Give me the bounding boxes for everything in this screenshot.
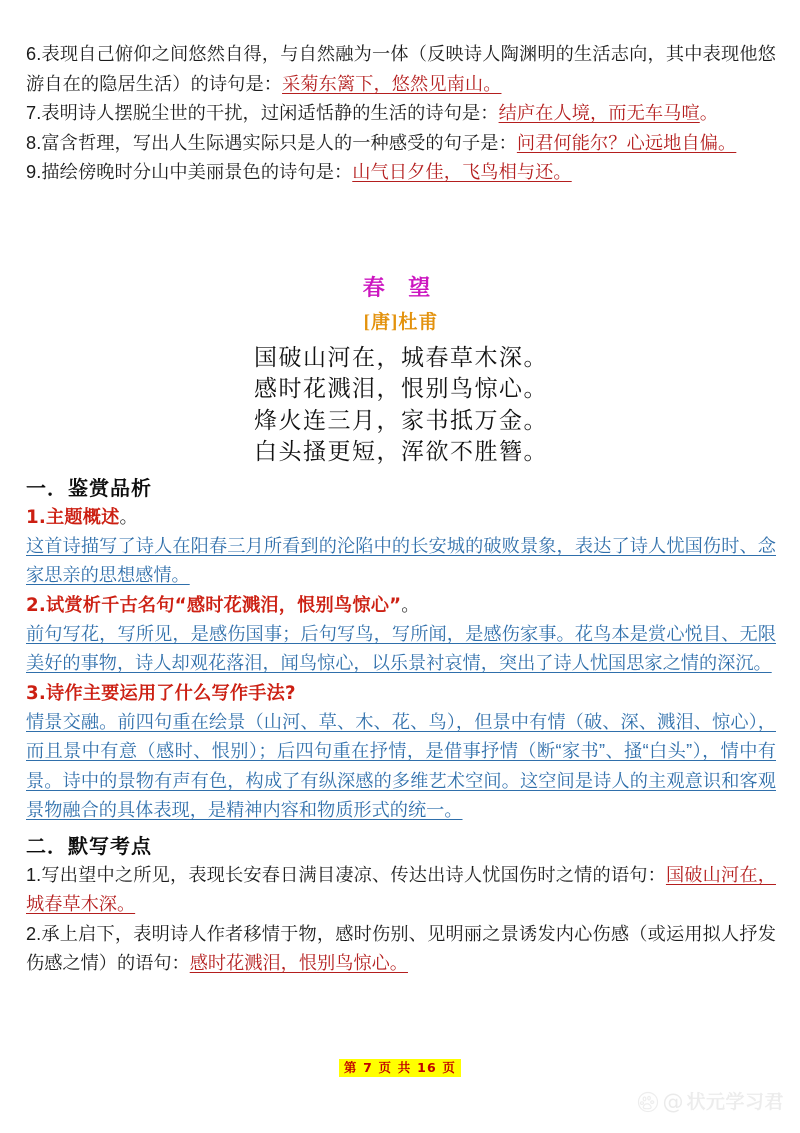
question-number: 6. [26, 44, 42, 64]
dictation-item [26, 861, 776, 920]
question-item [26, 129, 776, 159]
poem-line: 国破山河在，城春草木深。 [254, 344, 548, 370]
sub-answer-text: 情景交融。前四句重在绘景（山河、草、木、花、鸟），但景中有情（破、深、溅泪、惊心），而且景中有意（感时、恨别）；后四句重在抒情，是借事抒情（断“家书”、搔“白头”），情中有景。诗中的景物有声有色，构成了有纵深感的多维艺术空间。这空间是诗人的主观意识和客观景物融合的具体表现，是精神内容和物质形式的统一。 [26, 711, 776, 820]
poem-author: [唐]杜甫 [363, 311, 439, 333]
sub-question-heading [26, 591, 776, 620]
question-number: 7. [26, 103, 42, 123]
question-answer: 问君何能尔？心远地自偏。 [516, 132, 737, 153]
question-prompt: 表现自己俯仰之间悠然自得，与自然融为一体（反映诗人陶渊明的生活志向，其中表现他悠游自在的隐居生活）的诗句是： [26, 44, 776, 94]
question-item [26, 40, 776, 99]
poem-line: 感时花溅泪，恨别鸟惊心。 [254, 376, 548, 401]
baidu-paw-icon [637, 1091, 659, 1113]
dictation-answer: 国破山河在，城春草木深。 [26, 864, 776, 914]
sub-question-text: 3.诗作主要运用了什么写作手法? [26, 682, 296, 704]
sub-question-heading [26, 503, 776, 532]
section-heading: 一．鉴赏品析 [26, 475, 152, 500]
question-answer: 采菊东篱下，悠然见南山。 [282, 73, 502, 94]
question-prompt: 表明诗人摆脱尘世的干扰，过闲适恬静的生活的诗句是： [41, 103, 499, 123]
question-answer: 结庐在人境，而无车马喧 [498, 103, 700, 123]
page-footer [0, 1059, 800, 1077]
dictation-number: 2. [26, 923, 42, 944]
sub-question-text: 2.试赏析千古名句“感时花溅泪，恨别鸟惊心” [26, 594, 402, 616]
section-heading: 二．默写考点 [26, 833, 152, 858]
poem-line: 白头搔更短，浑欲不胜簪。 [254, 439, 548, 464]
sub-question-period: 。 [401, 594, 420, 616]
dictation-answer: 感时花溅泪，恨别鸟惊心。 [189, 953, 408, 973]
sub-question-period: 。 [119, 506, 138, 528]
at-symbol: @ [662, 1089, 684, 1114]
question-item [26, 99, 776, 129]
fill-in-questions-block [26, 40, 776, 188]
question-prompt: 富含哲理，写出人生际遇实际只是人的一种感受的句子是： [41, 132, 517, 153]
sub-answer-text: 前句写花，写所见，是感伤国事；后句写鸟，写所闻，是感伤家事。花鸟本是赏心悦目、无限美好的事物，诗人却观花落泪，闻鸟惊心，以乐景衬哀情，突出了诗人忧国思家之情的深沉。 [26, 623, 776, 673]
sub-question-text: 1.主题概述 [26, 506, 120, 528]
watermark [637, 1091, 784, 1113]
sub-answer-text: 这首诗描写了诗人在阳春三月所看到的沦陷中的长安城的破败景象，表达了诗人忧国伤时、念家思亲的思想感情。 [26, 535, 776, 585]
question-number: 8. [26, 132, 42, 153]
question-answer: 山气日夕佳，飞鸟相与还。 [352, 162, 572, 182]
watermark-text: 状元学习君 [686, 1090, 784, 1113]
poem-block [26, 272, 776, 468]
dictation-prompt: 写出望中之所见，表现长安春日满目凄凉、传达出诗人忧国伤时之情的语句： [41, 864, 666, 885]
question-item [26, 158, 776, 188]
dictation-number: 1. [26, 864, 42, 885]
question-number: 9. [26, 162, 42, 182]
poem-title: 春 望 [362, 274, 440, 300]
question-prompt: 描绘傍晚时分山中美丽景色的诗句是： [41, 162, 353, 182]
page-number-label: 第 7 页 共 16 页 [339, 1059, 461, 1077]
section-appreciation [26, 473, 776, 826]
sub-question-heading [26, 679, 776, 708]
poem-line: 烽火连三月，家书抵万金。 [254, 407, 548, 433]
question-answer-period: 。 [699, 103, 719, 123]
dictation-item [26, 920, 776, 979]
dictation-prompt: 承上启下，表明诗人作者移情于物，感时伤别、见明丽之景诱发内心伤感（或运用拟人抒发伤感之情）的语句： [26, 923, 776, 973]
section-dictation [26, 831, 776, 979]
section-gap [26, 188, 776, 272]
